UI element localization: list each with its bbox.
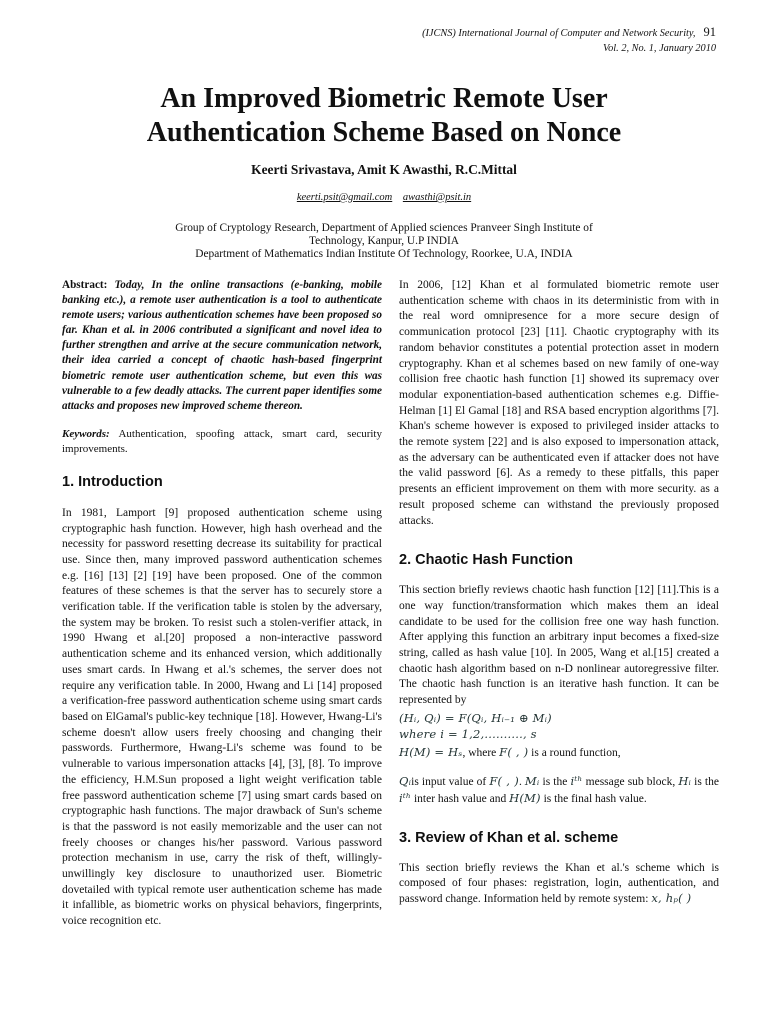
symbol-q: Qᵢ (399, 773, 412, 788)
page-number: 91 (703, 25, 716, 39)
equation-round-formula: (Hᵢ, Qᵢ) = F(Qᵢ, Hᵢ₋₁ ⊕ Mᵢ) (399, 710, 552, 725)
equation-final-text: , where (462, 746, 500, 759)
equation-round (399, 711, 719, 727)
abstract-text: Today, In the online transactions (e-banking, mobile banking etc.), a remote user authentication is a tool to authenticate remote users; various authentication schemes have been proposed so far. Khan et al. in 2006 contributed a significant and novel idea to further strengthen and arrive at the secure communication network, their idea carried a concept of chaotic hash-based fingerprint biometric remote user authentication scheme, but even this was vulnerable to a few deadly attacks. The current paper identifies some attacks and proposes new improved scheme thereon. (62, 279, 382, 412)
symbol-text-1: is input value of (411, 775, 490, 788)
volume-info: Vol. 2, No. 1, January 2010 (603, 43, 716, 54)
chaotic-hash-paragraph: This section briefly reviews chaotic hash function [12] [11].This is a one way function/transformation which makes them an ideal candidate to be used for the collision free one way hash function. After applying this function an arbitrary input becomes a fixed-size string, called as hash value [10]. In 2005, Wang et al.[15] created a chaotic hash algorithm based on n-D nonlinear autoregressive filter. The chaotic hash function is an iterative hash function. It can be represented by (399, 584, 719, 707)
review-symbols: x, hₚ( ) (651, 891, 692, 906)
symbol-ith: iᵗʰ (570, 773, 583, 788)
right-column (399, 278, 719, 907)
affiliation-1: Group of Cryptology Research, Department of Applied sciences Pranveer Singh Institute of Technology, Kanpur, U.P INDIA (175, 222, 593, 247)
symbol-text-7: is the final hash value. (540, 792, 647, 805)
equation-index (399, 727, 719, 743)
journal-name: (IJCNS) International Journal of Computer and Network Security, (422, 28, 696, 39)
symbol-text-2: . (518, 775, 525, 788)
left-column (62, 278, 382, 930)
symbol-text-6: inter hash value and (411, 792, 510, 805)
affiliations (160, 222, 608, 261)
symbol-m: Mᵢ (524, 773, 540, 788)
symbol-text-5: is the (691, 775, 719, 788)
symbol-text-4: message sub block, (582, 775, 679, 788)
email-link-1[interactable]: keerti.psit@gmail.com (296, 192, 393, 203)
equation-final-text-2: is a round function, (528, 746, 621, 759)
email-link-2[interactable]: awasthi@psit.in (402, 192, 472, 203)
affiliation-2: Department of Mathematics Indian Institute Of Technology, Roorkee, U.A, INDIA (195, 248, 573, 260)
running-header (422, 25, 716, 56)
symbol-h: Hᵢ (678, 773, 692, 788)
final-hash-formula: H(M) = Hₛ (399, 744, 463, 759)
keywords-label: Keywords: (62, 427, 110, 440)
title-line-1: An Improved Biometric Remote User (160, 83, 608, 114)
keywords (62, 427, 382, 457)
author-list: Keerti Srivastava, Amit K Awasthi, R.C.Mittal (251, 162, 517, 177)
review-heading: 3. Review of Khan et al. scheme (399, 830, 619, 847)
author-emails (60, 192, 708, 203)
symbol-text-3: is the (539, 775, 571, 788)
paper-title (60, 82, 708, 150)
intro-heading: 1. Introduction (62, 473, 163, 490)
keywords-text: Authentication, spoofing attack, smart card, security improvements. (62, 427, 382, 455)
symbol-ith-2: iᵗʰ (399, 790, 412, 805)
chaotic-hash-heading: 2. Chaotic Hash Function (399, 552, 574, 569)
equation-final (399, 745, 719, 761)
intro-paragraph: In 1981, Lamport [9] proposed authentication scheme using cryptographic hash function. However, high hash overhead and the necessity for password resetting decrease its suitability for practical use. Since then, many improved password authentication schemes e.g. [16] [13] [2] [19] have been proposed. One of the common features of these schemes is that the server has to securely store a verification table. If the verification table is stolen by the adversary, the system may be broken. To resist such a stolen-verifier attack, in 1990 Hwang et al.[20] proposed a non-interactive password authentication scheme and its enhanced version, which additionally uses smart cards. In Hwang et al.'s schemes, the server does not require any verification table. In 2000, Hwang and Li [14] proposed a verification-free password authentication scheme using smart cards based on ElGamal's public-key technique [18]. However, Hwang-Li's scheme doesn't allow users freely choosing and changing their passwords. Furthermore, Hwang-Li's scheme was found to be vulnerable to various impersonation attacks [4], [3], [8]. To improve the efficiency, H.M.Sun proposed a light weight verification table free password authentication scheme [7] using smart cards based on cryptographic hash functions. The major drawback of Sun's scheme is that the password is not easily memorizable and the user can not freely chooses or changes his/her password. Various password protection mechanism in use, carry the risk of theft, willingly-unwillingly key disclosure to unauthorized user. Biometric dovetailed with typical remote user authentication scheme has made it infallible, as biometric works on physical behaviors, fingerprints, voice recognition etc. (62, 506, 382, 928)
title-line-2: Authentication Scheme Based on Nonce (146, 117, 622, 148)
review-paragraph (399, 861, 719, 907)
abstract (62, 278, 382, 414)
intro-continued-paragraph: In 2006, [12] Khan et al formulated biometric remote user authentication scheme with chaos in its deterministic from with in the real word omnipresence for a more secure design of communication protocol [23] [11]. Chaotic cryptography with its random behavior constitutes a potential protection asset in modern cryptography. Khan et al schemes based on new family of one-way collision free chaotic hash function [1] showed its supremacy over modular exponentiation-based authentication schemes e.g. Diffie-Helman [1] El Gamal [18] and RSA based encryption algorithms [7]. Khan's scheme however is exposed to privileged insider attacks to the remote system [22] and is also exposed to impersonation attack, as the adversary can be authenticated even if attacker does not have the valid password [6]. As a remedy to these pitfalls, this paper presents an efficient improvement on them with more security. as a result proposed scheme can withstand the previously proposed attacks. (399, 279, 719, 527)
round-function-symbol: F( , ) (499, 744, 529, 759)
symbol-f: F( , ) (489, 773, 519, 788)
symbol-definitions (399, 774, 719, 807)
equation-index-range: where i = 1,2,.........., s (399, 726, 537, 741)
symbol-hm: H(M) (509, 790, 541, 805)
abstract-label: Abstract: (62, 279, 108, 291)
review-text: This section briefly reviews the Khan et al.'s scheme which is composed of four phases: registration, login, authentication, and password change. Information held by remote system: (399, 862, 719, 906)
